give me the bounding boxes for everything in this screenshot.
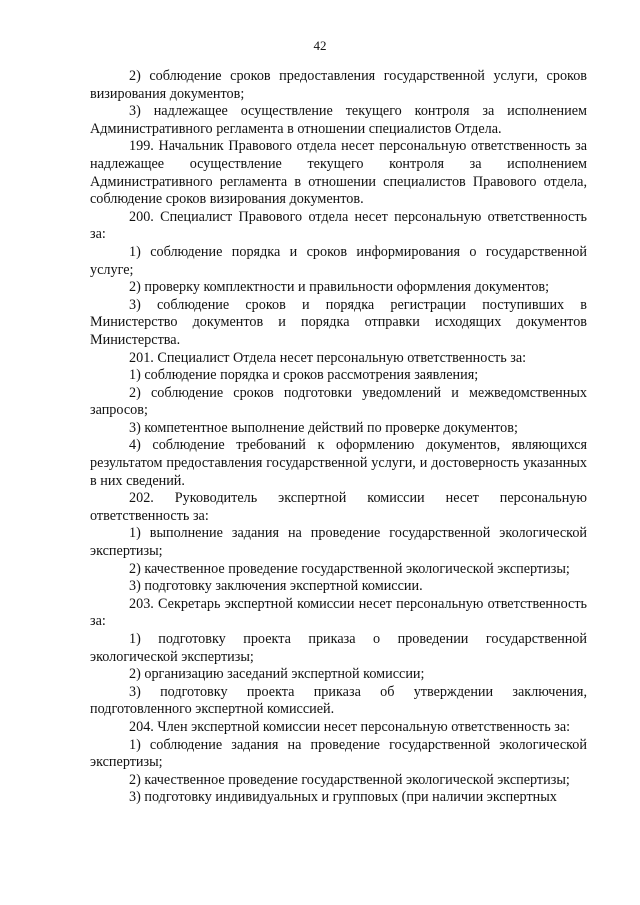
paragraph: 3) подготовку проекта приказа об утверждении заключения, подготовленного экспертной комиссией.: [90, 683, 587, 718]
paragraph: 2) соблюдение сроков подготовки уведомлений и межведомственных запросов;: [90, 384, 587, 419]
paragraph: 2) проверку комплектности и правильности оформления документов;: [129, 279, 550, 296]
paragraph: 3) соблюдение сроков и порядка регистрации поступивших в Министерство документов и порядка отправки исходящих документов Министерства.: [90, 296, 587, 348]
paragraph: 1) соблюдение задания на проведение государственной экологической экспертизы;: [90, 736, 587, 771]
paragraph: 4) соблюдение требований к оформлению документов, являющихся результатом предоставления государственной услуги, и достоверность указанных в них сведений.: [90, 437, 587, 489]
paragraph: 3) надлежащее осуществление текущего контроля за исполнением Административного регламента в отношении специалистов Отдела.: [90, 103, 587, 137]
paragraph: 1) соблюдение порядка и сроков информирования о государственной услуге;: [90, 243, 587, 278]
paragraph: 3) компетентное выполнение действий по проверке документов;: [129, 419, 518, 436]
paragraph: 202. Руководитель экспертной комиссии несет персональную ответственность за:: [90, 490, 587, 524]
paragraph: 199. Начальник Правового отдела несет персональную ответственность за надлежащее осуществление текущего контроля за исполнением Административного регламента в отношении специалистов Правового отдела, соблюдение сроков визирования документов.: [90, 138, 587, 208]
paragraph: 200. Специалист Правового отдела несет персональную ответственность за:: [90, 208, 587, 243]
document-body: [90, 68, 587, 807]
paragraph: 1) выполнение задания на проведение государственной экологической экспертизы;: [90, 525, 587, 560]
paragraph: 2) соблюдение сроков предоставления государственной услуги, сроков визирования документов;: [90, 68, 587, 102]
paragraph: 203. Секретарь экспертной комиссии несет персональную ответственность за:: [90, 595, 587, 630]
paragraph: 3) подготовку заключения экспертной комиссии.: [129, 578, 423, 595]
paragraph: 2) организацию заседаний экспертной комиссии;: [129, 666, 425, 683]
paragraph: 2) качественное проведение государственной экологической экспертизы;: [129, 560, 570, 577]
paragraph: 3) подготовку индивидуальных и групповых (при наличии экспертных: [129, 789, 557, 806]
page-number: 42: [313, 38, 327, 53]
paragraph: 204. Член экспертной комиссии несет персональную ответственность за:: [129, 718, 571, 735]
paragraph: 201. Специалист Отдела несет персональную ответственность за:: [129, 349, 527, 366]
paragraph: 1) подготовку проекта приказа о проведении государственной экологической экспертизы;: [90, 631, 587, 665]
paragraph: 1) соблюдение порядка и сроков рассмотрения заявления;: [129, 367, 479, 384]
paragraph: 2) качественное проведение государственной экологической экспертизы;: [129, 771, 570, 788]
